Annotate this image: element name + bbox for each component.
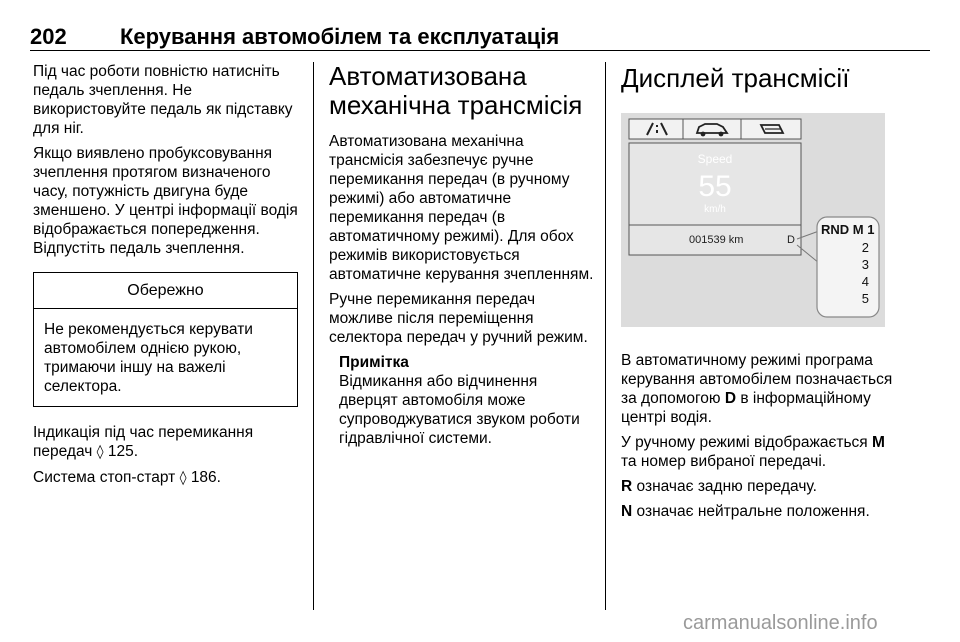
note-title: Примітка bbox=[339, 354, 409, 371]
column-2 bbox=[329, 62, 597, 454]
section-heading: Автоматизована механічна трансмісія bbox=[329, 61, 583, 120]
page-ref-icon: ◊ bbox=[96, 444, 104, 460]
gear-2: 2 bbox=[861, 240, 869, 255]
mode-letter-n: N bbox=[621, 503, 633, 520]
mode-letter-m: M bbox=[871, 434, 885, 451]
text-run: та номер вибраної передачі. bbox=[621, 453, 827, 470]
ref-text: Система стоп-старт bbox=[33, 469, 176, 486]
display-illustration bbox=[621, 113, 885, 327]
text-run: В автоматичному режимі програма керування автомобілем позначається за допомогою bbox=[621, 352, 893, 407]
shift-indication-ref bbox=[33, 423, 298, 462]
note-text: Відмикання або відчинення дверцят автомобіля може супроводжуватися звуком роботи гідравлічної системи. bbox=[339, 373, 580, 447]
ref-page[interactable]: 186. bbox=[190, 469, 221, 486]
reverse-paragraph bbox=[621, 477, 893, 496]
auto-mode-paragraph bbox=[621, 351, 893, 427]
gear-4: 4 bbox=[861, 274, 869, 289]
gear-3: 3 bbox=[861, 257, 869, 272]
warning-box bbox=[33, 272, 298, 407]
column-3 bbox=[621, 62, 893, 527]
page-ref-icon: ◊ bbox=[179, 470, 187, 486]
column-1 bbox=[33, 62, 298, 494]
watermark: carmanualsonline.info bbox=[683, 612, 878, 634]
gear-5: 5 bbox=[861, 291, 869, 306]
odometer: 001539 km bbox=[689, 234, 744, 246]
page-number: 202 bbox=[30, 24, 67, 49]
running-title: Керування автомобілем та експлуатація bbox=[120, 24, 560, 49]
text-run: в інформаційному центрі водія. bbox=[621, 390, 871, 426]
gear-indicator: D bbox=[787, 234, 795, 246]
stop-start-ref bbox=[33, 468, 298, 488]
mode-letter-r: R bbox=[621, 478, 633, 495]
column-divider-2 bbox=[605, 62, 606, 610]
speed-label: Speed bbox=[697, 152, 733, 166]
neutral-paragraph bbox=[621, 502, 893, 521]
section-heading: Дисплей трансмісії bbox=[621, 63, 850, 93]
speed-unit: km/h bbox=[704, 204, 726, 215]
text-run: У ручному режимі відображається bbox=[621, 434, 868, 451]
warning-text: Не рекомендується керувати автомобілем однією рукою, тримаючи іншу на важелі селектора. bbox=[44, 321, 253, 395]
manual-shift-paragraph: Ручне перемикання передач можливе після переміщення селектора передач у ручний режим. bbox=[329, 291, 588, 346]
gear-modes: RND M 1 bbox=[821, 222, 875, 237]
warning-title: Обережно bbox=[34, 273, 297, 309]
clutch-paragraph: Під час роботи повністю натисніть педаль зчеплення. Не використовуйте педаль як підставку для ніг. bbox=[33, 63, 293, 137]
amt-description: Автоматизована механічна трансмісія забезпечує ручне перемикання передач (в ручному режимі) або автоматичне перемикання передач (в автоматичному режимі). Для обох режимів використовується автоматичне керування зчепленням. bbox=[329, 133, 594, 283]
text-run: означає нейтральне положення. bbox=[636, 503, 870, 520]
transmission-display-figure bbox=[621, 113, 885, 327]
clutch-slip-paragraph: Якщо виявлено пробуксовування зчеплення протягом визначеного часу, потужність двигуна буде зменшено. У центрі інформації водія відображається попередження. Відпустіть педаль зчеплення. bbox=[33, 145, 298, 257]
manual-mode-paragraph bbox=[621, 433, 893, 471]
speed-value: 55 bbox=[698, 170, 732, 203]
page-header bbox=[30, 24, 930, 49]
note-block bbox=[339, 353, 597, 448]
mode-letter-d: D bbox=[724, 390, 737, 407]
ref-text: Індикація під час перемикання передач bbox=[33, 424, 254, 460]
column-divider-1 bbox=[313, 62, 314, 610]
header-rule bbox=[30, 50, 930, 51]
text-run: означає задню передачу. bbox=[636, 478, 817, 495]
ref-page[interactable]: 125. bbox=[107, 443, 139, 460]
